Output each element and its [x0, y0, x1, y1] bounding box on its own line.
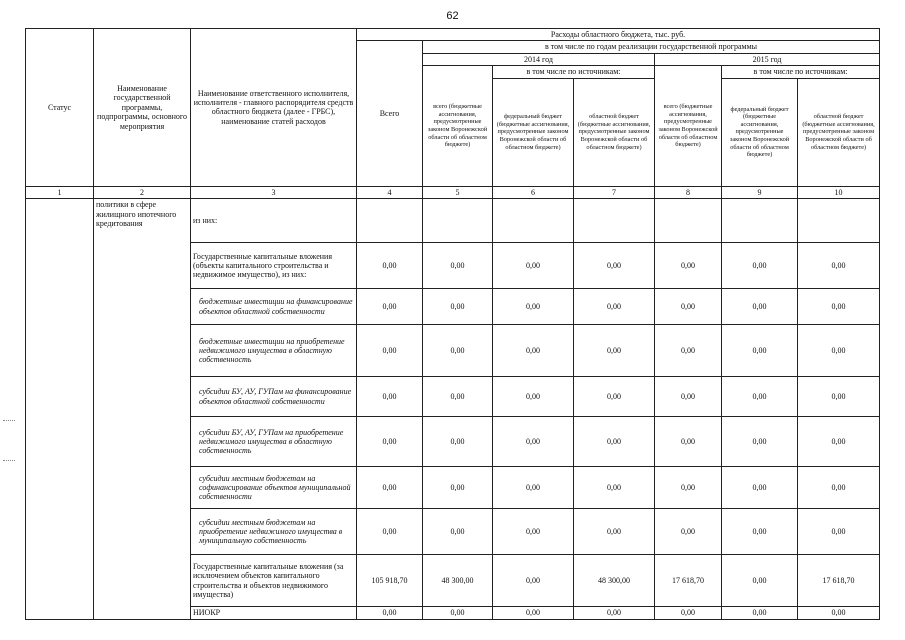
value-2014-federal: 0,00: [493, 555, 574, 607]
header-year-2014: 2014 год: [423, 53, 655, 65]
row-label: субсидии БУ, АУ, ГУПам на приобретение недвижимого имущества в областную собственность: [191, 417, 357, 467]
value-2014-regional: [574, 199, 655, 243]
value-2014-regional: 0,00: [574, 243, 655, 289]
value-2015-federal: 0,00: [722, 417, 798, 467]
value-2015-regional: 0,00: [798, 243, 880, 289]
value-total: 0,00: [357, 607, 423, 620]
header-2015-all: всего (бюджетные ассигнования, предусмотренные законом Воронежской области об областном бюджете): [655, 66, 722, 186]
value-2014-regional: 0,00: [574, 377, 655, 417]
value-2015-federal: 0,00: [722, 289, 798, 325]
header-expenses-title: Расходы областного бюджета, тыс. руб.: [357, 29, 880, 41]
value-2014-all: [423, 199, 493, 243]
value-2014-regional: 0,00: [574, 467, 655, 509]
value-2014-federal: 0,00: [493, 607, 574, 620]
row-label: Государственные капитальные вложения (объекты капитального строительства и недвижимое имущество), из них:: [191, 243, 357, 289]
header-total: Всего: [357, 41, 423, 186]
column-number-row: [26, 186, 880, 198]
value-2015-all: 17 618,70: [655, 555, 722, 607]
row-label: субсидии местным бюджетам на приобретение недвижимого имущества в муниципальную собственность: [191, 509, 357, 555]
value-2015-federal: 0,00: [722, 607, 798, 620]
column-number: 2: [94, 186, 191, 198]
value-2014-regional: 0,00: [574, 607, 655, 620]
value-2014-federal: 0,00: [493, 509, 574, 555]
value-2015-all: 0,00: [655, 417, 722, 467]
value-2015-all: 0,00: [655, 467, 722, 509]
value-2014-all: 0,00: [423, 377, 493, 417]
value-2014-regional: 0,00: [574, 289, 655, 325]
value-2014-federal: 0,00: [493, 325, 574, 377]
budget-table: [25, 28, 880, 620]
column-number: 9: [722, 186, 798, 198]
value-2014-all: 0,00: [423, 243, 493, 289]
scan-artifact: [3, 460, 15, 461]
row-label: Государственные капитальные вложения (за исключением объектов капитального строительства и объектов недвижимого имущества): [191, 555, 357, 607]
value-2015-all: 0,00: [655, 289, 722, 325]
status-cell: [26, 199, 94, 620]
column-number: 6: [493, 186, 574, 198]
column-number: 5: [423, 186, 493, 198]
header-2015-regional: областной бюджет (бюджетные ассигнования, предусмотренные законом Воронежской области об областном бюджете): [798, 78, 880, 186]
value-2015-federal: 0,00: [722, 377, 798, 417]
value-total: 0,00: [357, 325, 423, 377]
column-number: 1: [26, 186, 94, 198]
column-number: 4: [357, 186, 423, 198]
value-2014-federal: [493, 199, 574, 243]
value-2014-all: 0,00: [423, 467, 493, 509]
column-number: 10: [798, 186, 880, 198]
value-2015-federal: 0,00: [722, 467, 798, 509]
value-total: 0,00: [357, 509, 423, 555]
value-2015-regional: [798, 199, 880, 243]
value-total: 105 918,70: [357, 555, 423, 607]
value-2014-all: 0,00: [423, 509, 493, 555]
header-2014-federal: федеральный бюджет (бюджетные ассигнования, предусмотренные законом Воронежской области об областном бюджете): [493, 78, 574, 186]
column-number: 7: [574, 186, 655, 198]
header-2015-federal: федеральный бюджет (бюджетные ассигнования, предусмотренные законом Воронежской области об областном бюджете): [722, 78, 798, 186]
value-2015-regional: 0,00: [798, 417, 880, 467]
value-2015-federal: 0,00: [722, 243, 798, 289]
value-2014-all: 0,00: [423, 607, 493, 620]
column-number: 3: [191, 186, 357, 198]
row-label: НИОКР: [191, 607, 357, 620]
header-2014-by-sources: в том числе по источникам:: [493, 66, 655, 78]
value-total: 0,00: [357, 467, 423, 509]
value-2015-federal: 0,00: [722, 509, 798, 555]
value-2015-all: 0,00: [655, 509, 722, 555]
row-label: субсидии местным бюджетам на софинансирование объектов муниципальной собственности: [191, 467, 357, 509]
header-2015-by-sources: в том числе по источникам:: [722, 66, 880, 78]
header-by-years: в том числе по годам реализации государственной программы: [423, 41, 880, 53]
page-number: 62: [446, 10, 459, 22]
header-status: Статус: [26, 29, 94, 187]
value-2015-regional: 0,00: [798, 607, 880, 620]
value-total: 0,00: [357, 377, 423, 417]
value-2015-all: 0,00: [655, 243, 722, 289]
header-2014-regional: областной бюджет (бюджетные ассигнования, предусмотренные законом Воронежской области об областном бюджете): [574, 78, 655, 186]
value-total: 0,00: [357, 243, 423, 289]
value-2015-regional: 0,00: [798, 377, 880, 417]
value-2015-regional: 17 618,70: [798, 555, 880, 607]
row-label: субсидии БУ, АУ, ГУПам на финансирование объектов областной собственности: [191, 377, 357, 417]
value-2015-federal: [722, 199, 798, 243]
value-2014-regional: 0,00: [574, 509, 655, 555]
program-name-cell: политики в сфере жилищного ипотечного кредитования: [94, 199, 191, 620]
value-2014-regional: 0,00: [574, 417, 655, 467]
value-2014-federal: 0,00: [493, 289, 574, 325]
value-2014-all: 0,00: [423, 289, 493, 325]
value-2014-regional: 48 300,00: [574, 555, 655, 607]
value-2015-all: [655, 199, 722, 243]
value-2015-regional: 0,00: [798, 325, 880, 377]
value-total: 0,00: [357, 417, 423, 467]
value-2014-all: 0,00: [423, 325, 493, 377]
scan-artifact: [3, 420, 15, 421]
value-2015-all: 0,00: [655, 377, 722, 417]
column-number: 8: [655, 186, 722, 198]
value-total: [357, 199, 423, 243]
value-2014-federal: 0,00: [493, 377, 574, 417]
row-label: бюджетные инвестиции на приобретение недвижимого имущества в областную собственность: [191, 325, 357, 377]
value-2014-all: 48 300,00: [423, 555, 493, 607]
header-year-2015: 2015 год: [655, 53, 880, 65]
value-2014-federal: 0,00: [493, 467, 574, 509]
value-2014-regional: 0,00: [574, 325, 655, 377]
header-program-name: Наименование государственной программы, подпрограммы, основного мероприятия: [94, 29, 191, 187]
value-2015-regional: 0,00: [798, 509, 880, 555]
value-2014-all: 0,00: [423, 417, 493, 467]
table-row: [26, 199, 880, 243]
value-2014-federal: 0,00: [493, 243, 574, 289]
value-2015-federal: 0,00: [722, 555, 798, 607]
value-2015-regional: 0,00: [798, 467, 880, 509]
value-2015-regional: 0,00: [798, 289, 880, 325]
value-2015-all: 0,00: [655, 325, 722, 377]
header-2014-all: всего (бюджетные ассигнования, предусмотренные законом Воронежской области об областном бюджете): [423, 66, 493, 186]
header-executor: Наименование ответственного исполнителя, исполнителя - главного распорядителя средств областного бюджета (далее - ГРБС), наименование статей расходов: [191, 29, 357, 187]
value-2015-federal: 0,00: [722, 325, 798, 377]
value-total: 0,00: [357, 289, 423, 325]
row-label: бюджетные инвестиции на финансирование объектов областной собственности: [191, 289, 357, 325]
row-label: из них:: [191, 199, 357, 243]
value-2014-federal: 0,00: [493, 417, 574, 467]
value-2015-all: 0,00: [655, 607, 722, 620]
